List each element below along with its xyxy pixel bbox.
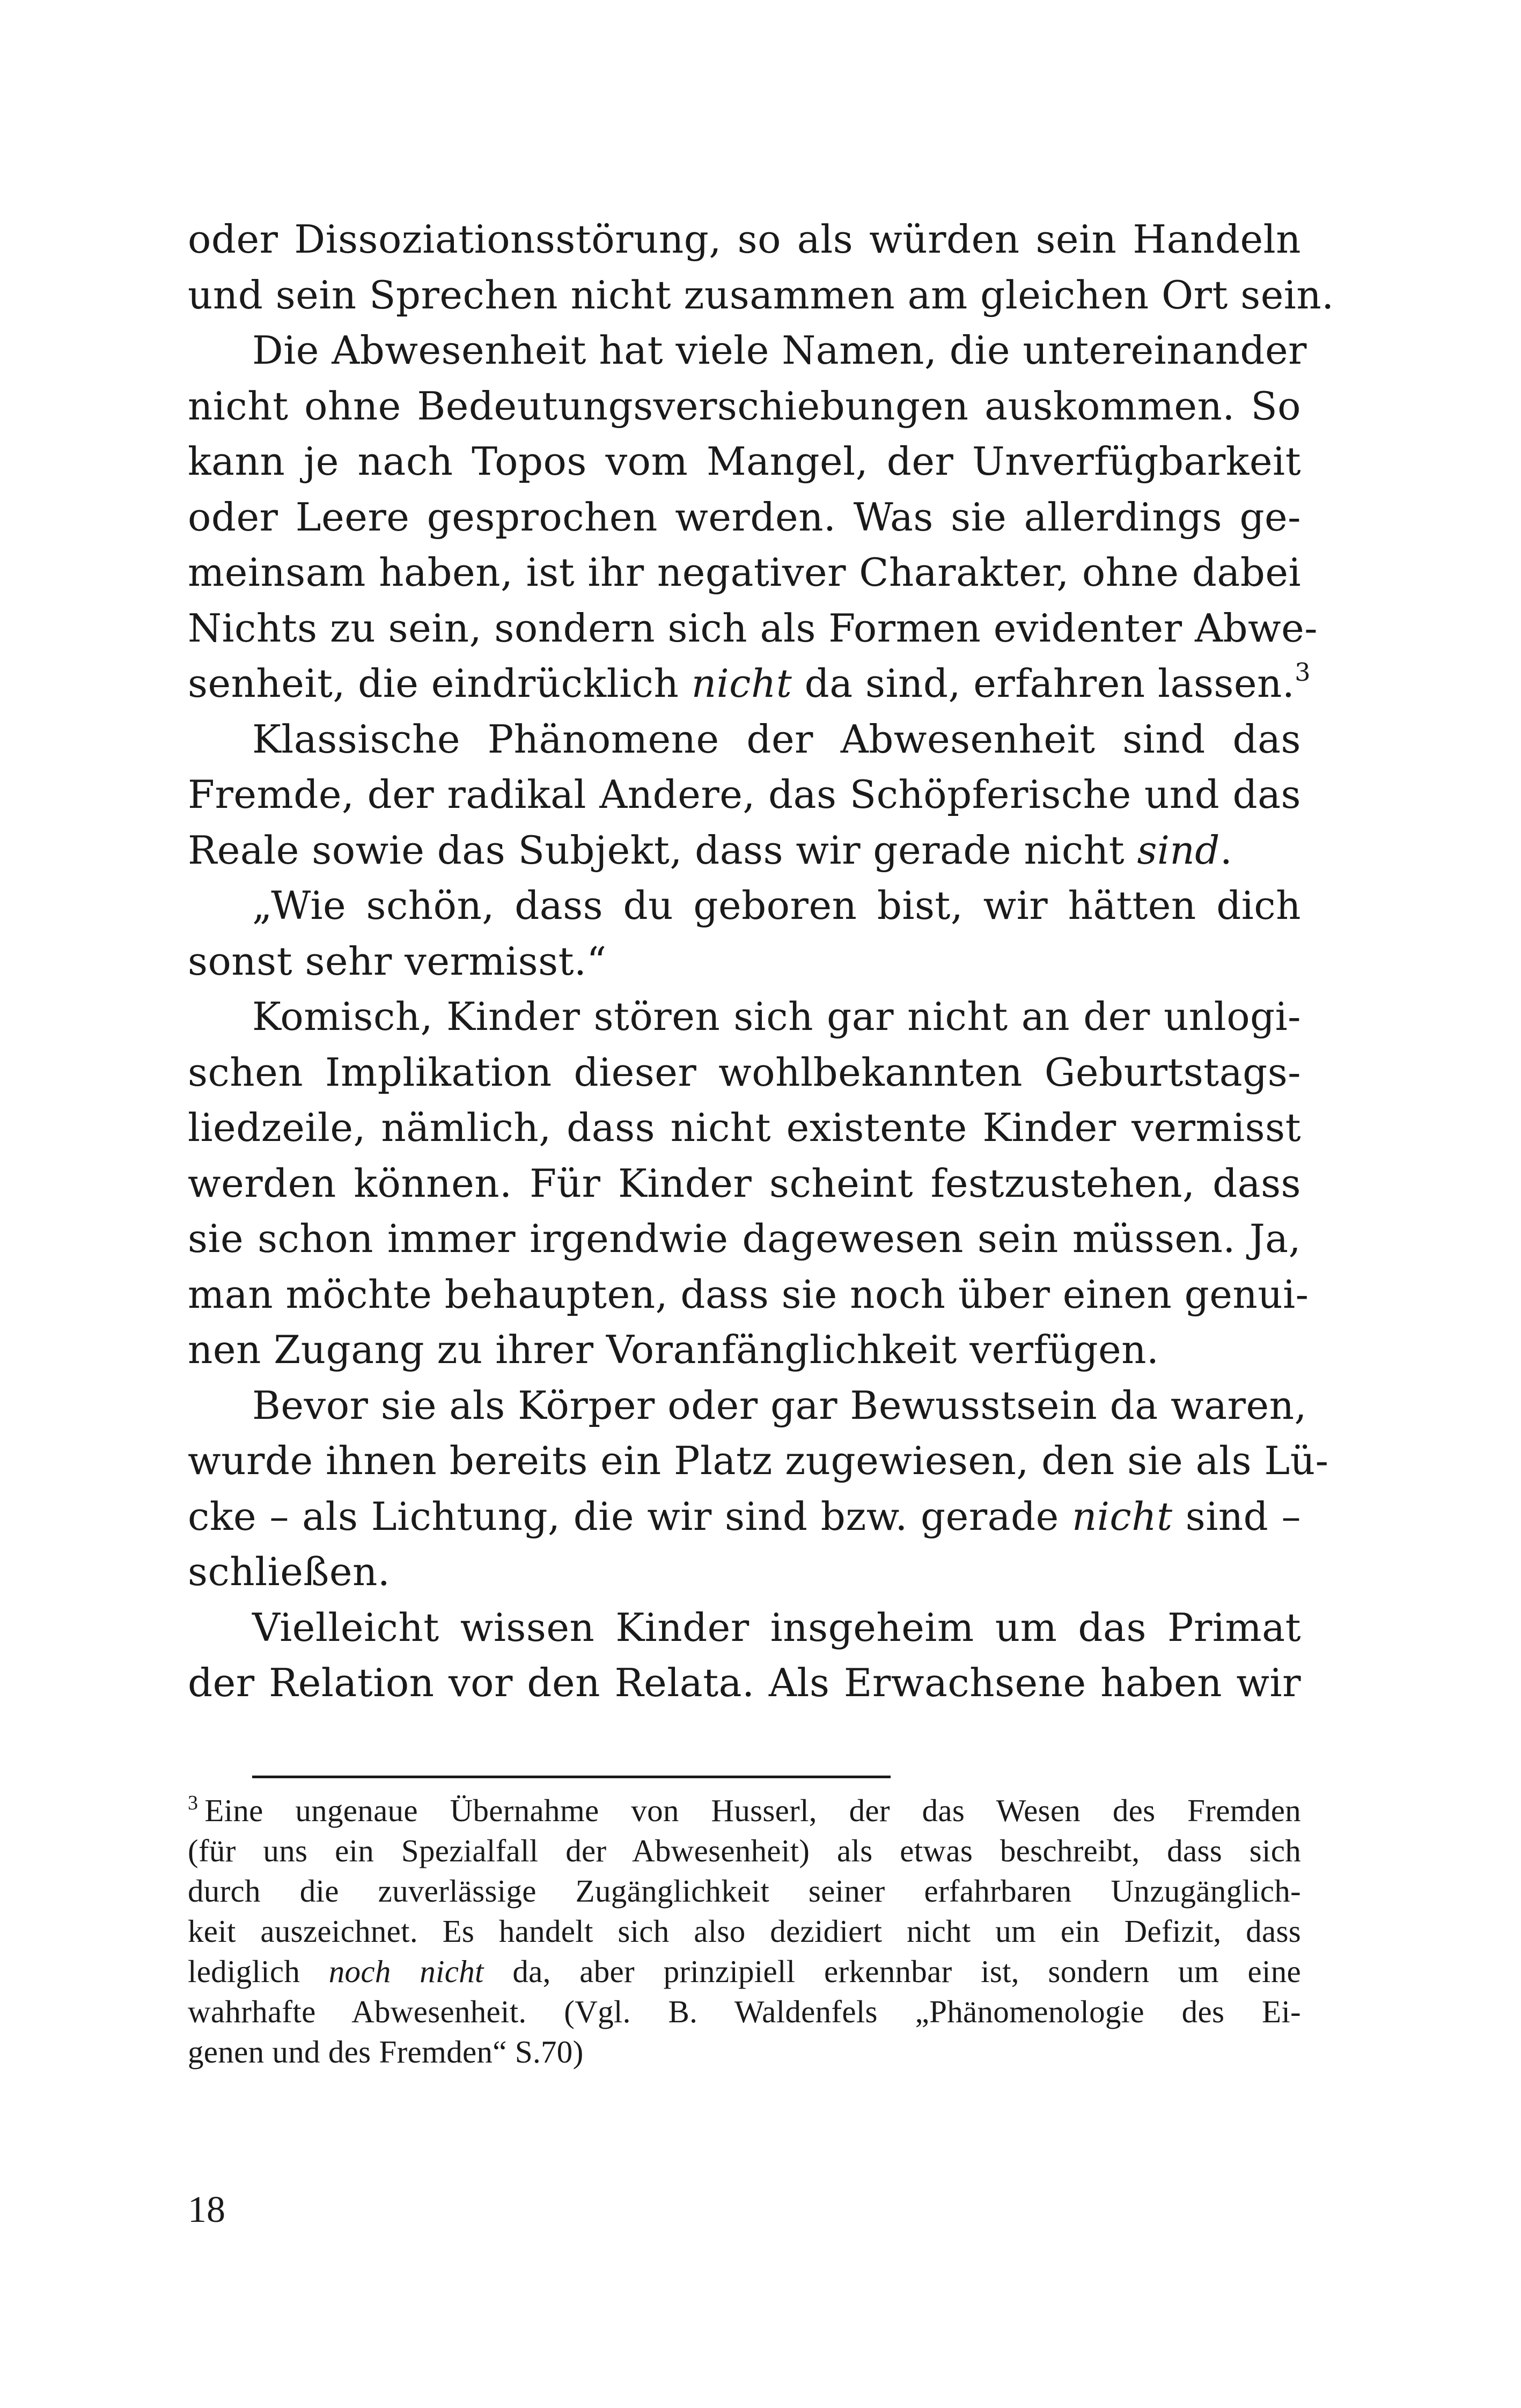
text-line: sonst sehr vermisst.“ [188, 938, 607, 984]
page-number: 18 [188, 2189, 225, 2230]
text-line: Komisch, Kinder stören sich gar nicht an der unlogi- [252, 994, 1301, 1039]
text-line: oder Leere gesprochen werden. Was sie allerdings ge- [188, 494, 1301, 540]
footnote-separator [252, 1776, 891, 1778]
footnote-mark: 3 [188, 1792, 199, 1814]
text-line: Die Abwesenheit hat viele Namen, die untereinander [252, 328, 1307, 373]
text-fragment: Eine ungenaue Übernahme von Husserl, der das Wesen des Fremden [204, 1793, 1301, 1828]
footnote-line: (für uns ein Spezialfall der Abwesenheit) als etwas beschreibt, dass sich [188, 1833, 1301, 1868]
text-line: „Wie schön, dass du geboren bist, wir hätten dich [252, 883, 1301, 928]
text-line: nicht ohne Bedeutungsverschiebungen auskommen. So [188, 383, 1301, 429]
text-line: nen Zugang zu ihrer Voranfänglichkeit verfügen. [188, 1327, 1159, 1372]
footnote-line [188, 1952, 1301, 1992]
text-line: der Relation vor den Relata. Als Erwachsene haben wir [188, 1660, 1301, 1705]
text-line: Vielleicht wissen Kinder insgeheim um das Primat [252, 1604, 1301, 1650]
footnote-line: durch die zuverlässige Zugänglichkeit seiner erfahrbaren Unzugänglich- [188, 1873, 1301, 1909]
emphasis: noch nicht [328, 1954, 484, 1989]
footnote-reference[interactable]: 3 [1295, 658, 1311, 687]
text-line: Klassische Phänomene der Abwesenheit sind das [252, 716, 1301, 762]
text-line: liedzeile, nämlich, dass nicht existente Kinder vermisst [188, 1105, 1301, 1150]
text-line: kann je nach Topos vom Mangel, der Unverfügbarkeit [188, 439, 1301, 484]
text-fragment: Reale sowie das Subjekt, dass wir gerade nicht [188, 827, 1137, 873]
text-line: oder Dissoziationsstörung, so als würden sein Handeln [188, 217, 1301, 262]
emphasis: sind [1137, 827, 1220, 873]
text-line: und sein Sprechen nicht zusammen am gleichen Ort sein. [188, 272, 1334, 318]
text-fragment: da sind, erfahren lassen. [792, 661, 1295, 706]
text-line: Nichts zu sein, sondern sich als Formen evidenter Abwe- [188, 605, 1318, 651]
footnote [188, 1791, 1301, 2072]
footnote-line: genen und des Fremden“ S.70) [188, 2034, 584, 2070]
text-line: schen Implikation dieser wohlbekannten Geburtstags- [188, 1049, 1301, 1095]
text-line: man möchte behaupten, dass sie noch über einen genui- [188, 1271, 1309, 1317]
text-fragment: sind – [1172, 1493, 1301, 1539]
text-line: meinsam haben, ist ihr negativer Charakter, ohne dabei [188, 550, 1301, 595]
text-line: schließen. [188, 1549, 391, 1594]
text-line: werden können. Für Kinder scheint festzustehen, dass [188, 1160, 1301, 1206]
text-line: Fremde, der radikal Andere, das Schöpferische und das [188, 772, 1301, 817]
text-line [188, 656, 1311, 712]
text-line [188, 823, 1301, 879]
footnote-line: keit auszeichnet. Es handelt sich also dezidiert nicht um ein Defizit, dass [188, 1913, 1301, 1949]
text-line: Bevor sie als Körper oder gar Bewusstsein da waren, [252, 1382, 1307, 1428]
text-fragment: . [1219, 827, 1233, 873]
text-line [188, 1489, 1301, 1545]
text-fragment: senheit, die eindrücklich [188, 661, 692, 706]
main-text [188, 212, 1334, 1711]
emphasis: nicht [691, 661, 792, 706]
text-fragment: da, aber prinzipiell erkennbar ist, sondern um eine [483, 1954, 1301, 1989]
text-fragment: lediglich [188, 1954, 329, 1989]
text-fragment: cke – als Lichtung, die wir sind bzw. gerade [188, 1493, 1072, 1539]
text-line: wurde ihnen bereits ein Platz zugewiesen, den sie als Lü- [188, 1438, 1329, 1483]
footnote-line: wahrhafte Abwesenheit. (Vgl. B. Waldenfels „Phänomenologie des Ei- [188, 1994, 1301, 2029]
footnote-line [188, 1791, 1301, 1831]
text-line: sie schon immer irgendwie dagewesen sein müssen. Ja, [188, 1216, 1301, 1261]
emphasis: nicht [1072, 1493, 1173, 1539]
